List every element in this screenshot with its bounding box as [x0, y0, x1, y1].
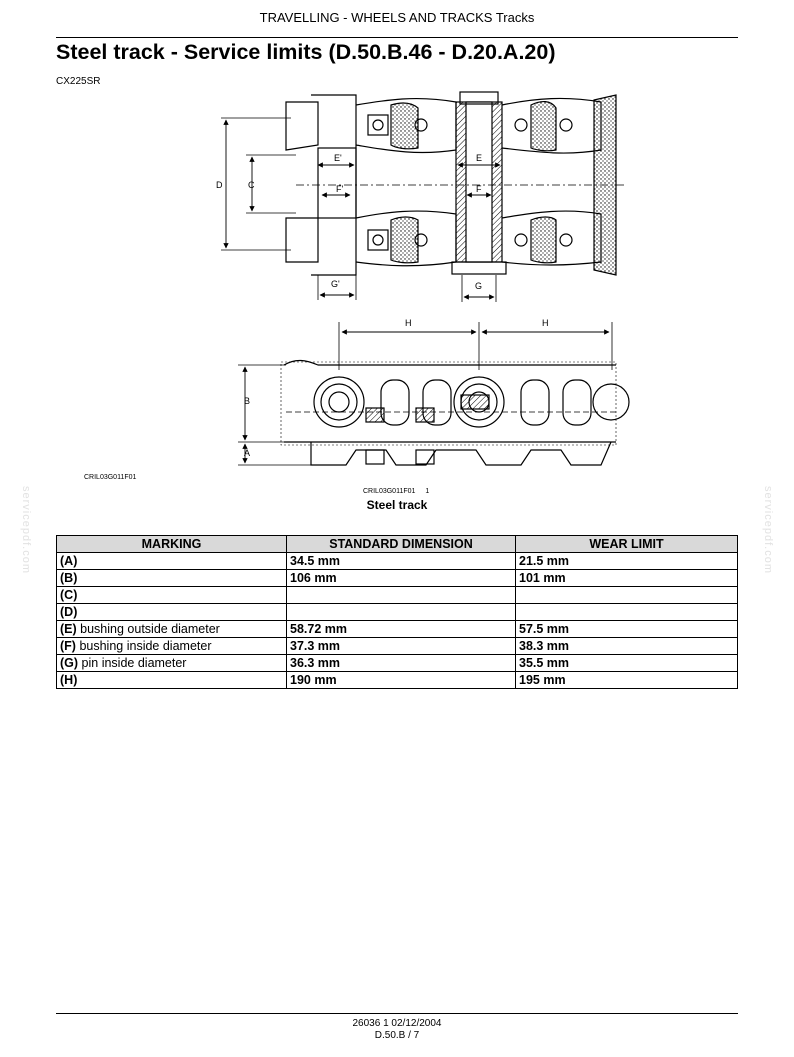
track-side-view [281, 360, 629, 465]
figure-code-left: CRIL03G011F01 [84, 474, 137, 481]
table-row [57, 655, 738, 672]
mark-code: (C) [60, 587, 78, 602]
cell-marking [57, 621, 287, 638]
cell-marking [57, 570, 287, 587]
label-d: D [216, 180, 223, 190]
cell-limit: 101 mm [516, 570, 738, 587]
cell-marking [57, 553, 287, 570]
header-standard-dimension: STANDARD DIMENSION [287, 536, 516, 553]
model-code: CX225SR [56, 76, 101, 87]
header-marking: MARKING [57, 536, 287, 553]
cell-limit: 38.3 mm [516, 638, 738, 655]
watermark-right: servicepdf.com [762, 486, 774, 574]
label-c: C [248, 180, 255, 190]
cell-marking [57, 587, 287, 604]
running-head: TRAVELLING - WHEELS AND TRACKS Tracks [259, 10, 535, 25]
cell-limit: 35.5 mm [516, 655, 738, 672]
label-h-right: H [542, 318, 549, 328]
mark-code: (B) [60, 570, 78, 585]
mark-code: (F) [60, 638, 76, 653]
cell-marking [57, 672, 287, 689]
cell-standard: 190 mm [287, 672, 516, 689]
watermark-left: servicepdf.com [20, 486, 32, 574]
table-row [57, 672, 738, 689]
figure-caption: Steel track [366, 498, 428, 512]
table-row [57, 570, 738, 587]
cell-standard: 37.3 mm [287, 638, 516, 655]
figure-code-text: CRIL03G011F01 [363, 488, 416, 495]
mark-code: (E) [60, 621, 77, 636]
table-header-row [57, 536, 738, 553]
mark-description: bushing outside diameter [80, 621, 220, 636]
cell-standard: 58.72 mm [287, 621, 516, 638]
mark-code: (G) [60, 655, 79, 670]
table-row [57, 621, 738, 638]
table-row [57, 587, 738, 604]
cell-marking [57, 638, 287, 655]
label-g-prime: G' [331, 279, 340, 289]
figure-code [363, 488, 429, 495]
cell-limit: 21.5 mm [516, 553, 738, 570]
cell-marking [57, 604, 287, 621]
mark-description: pin inside diameter [81, 655, 187, 670]
cell-limit [516, 587, 738, 604]
top-rule [56, 37, 738, 38]
cell-standard [287, 587, 516, 604]
table-row [57, 604, 738, 621]
mark-code: (D) [60, 604, 78, 619]
label-b: B [244, 396, 251, 406]
mark-code: (H) [60, 672, 78, 687]
cell-limit: 195 mm [516, 672, 738, 689]
service-limits-table [56, 535, 738, 689]
cell-standard [287, 604, 516, 621]
label-h-left: H [405, 318, 412, 328]
label-g: G [475, 281, 483, 291]
label-a: A [244, 448, 251, 458]
table-row [57, 638, 738, 655]
label-f: F [476, 184, 482, 194]
figure-number: 1 [425, 488, 430, 495]
mark-description: bushing inside diameter [79, 638, 212, 653]
page-title: Steel track - Service limits (D.50.B.46 - D.20.A.20) [56, 40, 556, 64]
label-e: E [476, 153, 483, 163]
cell-standard: 36.3 mm [287, 655, 516, 672]
cell-standard: 106 mm [287, 570, 516, 587]
label-f-prime: F' [336, 184, 344, 194]
steel-track-figure [56, 90, 738, 520]
cell-marking [57, 655, 287, 672]
cell-standard: 34.5 mm [287, 553, 516, 570]
bottom-rule [56, 1013, 738, 1014]
footer-page-number: D.50.B / 7 [374, 1030, 420, 1041]
footer-doc-code: 26036 1 02/12/2004 [352, 1018, 442, 1029]
header-wear-limit: WEAR LIMIT [516, 536, 738, 553]
cell-limit: 57.5 mm [516, 621, 738, 638]
mark-code: (A) [60, 553, 78, 568]
label-e-prime: E' [334, 153, 342, 163]
table-row [57, 553, 738, 570]
cell-limit [516, 604, 738, 621]
